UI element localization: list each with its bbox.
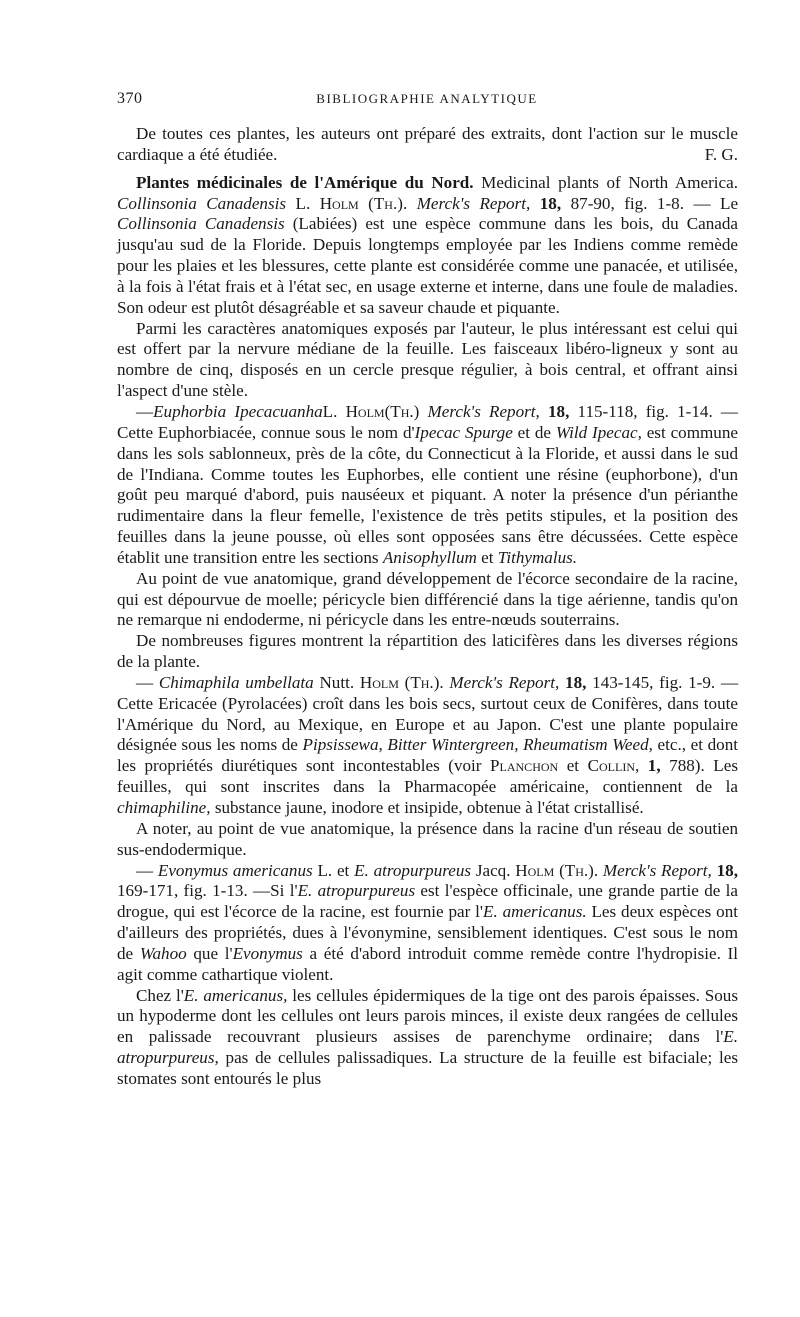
collin-volume: 1,: [647, 756, 661, 776]
evonymus-entry: — Evonymus americanus L. et E. atropurpureus Jacq. Holm (Th.). Merck's Report, 18, 169-171, fig. 1-13. —Si l'E. atropurpureus est l'espèce officinale, une grande partie de la drogue, qui est l'écorce de la racine, est fournie par l'E. americanus. Les deux espèces ont d'ailleurs des propriétés, dues à l'évonymine, sensiblement identiques. C'est sous le nom de Wahoo que l'Evonymus a été d'abord introduit comme remède contre l'hydropisie. Il agit comme cathartique violent.: [117, 860, 738, 984]
collinsonia-text-2: (Labiées) est une espèce commune dans les bois, du Canada jusqu'au sud de la Floride. Depuis longtemps employée par les Indiens comme remède pour les plaies et les blessures, cette plante est considérée comme une panacée, et utilisée, à la fois à l'état frais et à l'état sec, en usage externe et interne, dans une foule de maladies. Son odeur est plutôt désagréable et sa saveur chaude et piquante.: [117, 214, 738, 317]
collinsonia-journal: Merck's Report,: [416, 193, 531, 213]
euphorbia-section-1: Anisophyllum: [382, 547, 477, 567]
signature: F. G.: [704, 144, 738, 164]
evonymus-text-2: est l'espèce officinale, une grande partie de la drogue, qui est l'écorce de la racine, est fournie par l': [117, 881, 738, 922]
evonymus-text-1: Si l': [270, 881, 298, 901]
collin-page: 788).: [669, 756, 705, 776]
collin-author: Collin,: [587, 756, 640, 776]
collinsonia-author-initial: (Th.).: [368, 193, 408, 213]
collinsonia-volume: 18,: [539, 193, 562, 213]
euphorbia-journal: Merck's Report,: [427, 401, 540, 421]
english-title: Medicinal plants of North America.: [481, 172, 738, 192]
article-title: Plantes médicinales de l'Amérique du Nord.: [136, 172, 474, 192]
chimaphila-journal: Merck's Report,: [449, 672, 560, 692]
evonymus-authority-2: Jacq.: [475, 860, 511, 880]
euphorbia-author: Holm: [345, 401, 385, 421]
evonymus-name-3: Evonymus: [232, 943, 303, 963]
chimaphila-names: Pipsissewa, Bitter Wintergreen, Rheumatism Weed,: [302, 735, 653, 755]
evonymus-anat-1: Chez l': [136, 985, 184, 1005]
chimaphila-volume: 18,: [565, 672, 587, 692]
body-text: [117, 124, 738, 1090]
evonymus-name-2: E. americanus.: [483, 902, 587, 922]
evonymus-text-5: a été d'abord introduit comme remède contre l'hydropisie. Il agit comme cathartique violent.: [117, 943, 738, 984]
euphorbia-species: Euphorbia Ipecacuanha: [153, 401, 323, 421]
euphorbia-section-2: Tithymalus.: [497, 547, 578, 567]
evonymus-connector: et: [336, 860, 350, 880]
evonymus-anatomy: [117, 986, 738, 1090]
euphorbia-name-2: Wild Ipecac,: [555, 422, 642, 442]
chimaphiline: chimaphiline,: [117, 798, 211, 817]
evonymus-author: Holm: [515, 860, 555, 880]
evonymus-author-initial: (Th.).: [559, 860, 599, 880]
chimaphila-author-initial: (Th.).: [404, 672, 444, 692]
planchon-author: Planchon: [490, 756, 559, 776]
chimaphila-text-2: etc., et dont les propriétés diurétiques sont incontestables (voir: [117, 735, 739, 776]
collinsonia-species-again: Collinsonia Canadensis: [117, 214, 285, 234]
wahoo: Wahoo: [139, 943, 187, 963]
chimaphila-anatomy: A noter, au point de vue anatomique, la présence dans la racine d'un réseau de soutien sus-endodermique.: [117, 818, 738, 859]
closing-paragraph: [117, 124, 738, 166]
chimaphila-author: Holm: [359, 672, 399, 692]
evonymus-authority-1: L.: [317, 860, 333, 880]
chimaphila-text-3: Les feuilles, qui sont inscrites dans la Pharmacopée américaine, contiennent de la: [117, 756, 738, 797]
chimaphila-authority: Nutt.: [319, 672, 355, 692]
euphorbia-text-3: est commune dans les sols sablonneux, près de la côte, du Connecticut à la Floride, et aussi dans le sud de l'Indiana. Comme toutes les Euphorbes, elle contient une résine (euphorbone), d'un goût peu marqué d'abord, puis nauséeux et piquant. A noter la présence d'un périanthe rudimentaire dans la fleur femelle, l'existence de très petits stipules, et la position des feuilles dans la jeune pousse, où elles sont opposées sans être décussées. Cette espèce établit une transition entre les sections: [117, 422, 738, 567]
chimaphila-pages: 143-145, fig. 1-9.: [592, 672, 716, 692]
collinsonia-text-1: Le: [720, 193, 739, 213]
evonymus-anat-2: les cellules épidermiques de la tige ont des parois épaisses. Sous un hypoderme dont les cellules ont leurs parois minces, il existe deux rangées de cellules en palissade recouvrant plusieurs assises de parenchyme ordinaire; dans l': [117, 985, 738, 1047]
evonymus-name-1: E. atropurpureus: [297, 881, 416, 901]
euphorbia-authority: L.: [322, 401, 338, 421]
running-head: [117, 90, 737, 112]
evonymus-anat-3: pas de cellules palissadiques. La structure de la feuille est bifaciale; les stomates sont entourés le plus: [117, 1048, 738, 1088]
collinsonia-entry: Plantes médicinales de l'Amérique du Nord. Medicinal plants of North America. Collinsonia Canadensis L. Holm (Th.). Merck's Report, 18, 87-90, fig. 1-8. — Le Collinsonia Canadensis (Labiées) est une espèce commune dans les bois, du Canada jusqu'au sud de la Floride. Depuis longtemps employée par les Indiens comme remède pour les plaies et les blessures, cette plante est considérée comme une panacée, et utilisée, à la fois à l'état frais et à l'état sec, en usage externe et interne, dans une foule de maladies. Son odeur est plutôt désagréable et sa saveur chaude et piquante.: [117, 172, 739, 317]
euphorbia-text-1: Cette Euphorbiacée, connue sous le nom d': [117, 422, 415, 442]
evonymus-text-4: que l': [193, 943, 233, 963]
evonymus-name-4: E. americanus,: [183, 985, 288, 1005]
euphorbia-anatomy: Au point de vue anatomique, grand développement de l'écorce secondaire de la racine, qui est dépourvue de moelle; péricycle bien différencié dans la tige aérienne, tandis qu'on ne remarque ni endoderme, ni péricycle dans les entre-nœuds souterrains.: [117, 568, 738, 630]
collinsonia-anatomy: Parmi les caractères anatomiques exposés par l'auteur, le plus intéressant est celui qui est offert par la nervure médiane de la feuille. Les faisceaux libéro-ligneux y sont au nombre de cinq, disposés en un cercle presque régulier, à bois central, et offrant ainsi l'aspect d'une stèle.: [117, 318, 738, 401]
euphorbia-name-1: Ipecac Spurge: [414, 422, 513, 442]
evonymus-species-2: E. atropurpureus: [354, 860, 472, 880]
evonymus-name-5: E. atropurpureus,: [117, 1027, 738, 1068]
collinsonia-author: Holm: [319, 193, 359, 213]
euphorbia-author-initial: (Th.): [384, 401, 420, 421]
evonymus-species-1: Evonymus americanus: [157, 860, 313, 880]
running-title: BIBLIOGRAPHIE ANALYTIQUE: [316, 91, 538, 106]
evonymus-pages: 169-171, fig. 1-13.: [117, 881, 248, 901]
euphorbia-entry: —Euphorbia IpecacuanhaL. Holm(Th.) Merck's Report, 18, 115-118, fig. 1-14. — Cette Euphorbiacée, connue sous le nom d'Ipecac Spurge et de Wild Ipecac, est commune dans les sols sablonneux, près de la côte, du Connecticut à la Floride, et aussi dans le sud de l'Indiana. Comme toutes les Euphorbes, elle contient une résine (euphorbone), d'un goût peu marqué d'abord, puis nauséeux et piquant. A noter la présence d'un périanthe rudimentaire dans la fleur femelle, l'existence de très petits stipules, et la position des feuilles dans la jeune pousse, où elles sont opposées sans être décussées. Cette espèce établit une transition entre les sections Anisophyllum et Tithymalus.: [117, 401, 738, 567]
euphorbia-text-2: et de: [517, 422, 551, 442]
closing-text: De toutes ces plantes, les auteurs ont préparé des extraits, dont l'action sur le muscle cardiaque a été étudiée.: [117, 124, 738, 164]
chimaphila-text-1: Cette Ericacée (Pyrolacées) croît dans les bois secs, surtout ceux de Conifères, dans toute l'Amérique du Nord, au Mexique, en Europe et au Japon. C'est une plante populaire désignée sous les noms de: [117, 693, 738, 755]
page-number: 370: [117, 90, 143, 107]
chimaphila-text-4: substance jaune, inodore et insipide, obtenue à l'état cristallisé.: [214, 798, 644, 817]
evonymus-text-3: Les deux espèces ont d'ailleurs des propriétés, dues à l'évonymine, sensiblement identiques. C'est sous le nom de: [117, 902, 738, 963]
collinsonia-species: Collinsonia Canadensis: [117, 193, 287, 213]
collinsonia-pages: 87-90, fig. 1-8.: [570, 193, 684, 213]
euphorbia-volume: 18,: [548, 401, 570, 421]
chimaphila-species: Chimaphila umbellata: [158, 672, 314, 692]
euphorbia-pages: 115-118, fig. 1-14.: [577, 401, 713, 421]
euphorbia-text-4: et: [481, 547, 494, 567]
and-word: et: [566, 756, 580, 776]
evonymus-journal: Merck's Report,: [602, 860, 712, 880]
collinsonia-authority: L.: [295, 193, 311, 213]
chimaphila-entry: — Chimaphila umbellata Nutt. Holm (Th.). Merck's Report, 18, 143-145, fig. 1-9. — Cette Ericacée (Pyrolacées) croît dans les bois secs, surtout ceux de Conifères, dans toute l'Amérique du Nord, au Mexique, en Europe et au Japon. C'est une plante populaire désignée sous les noms de Pipsissewa, Bitter Wintergreen, Rheumatism Weed, etc., et dont les propriétés diurétiques sont incontestables (voir Planchon et Collin, 1, 788). Les feuilles, qui sont inscrites dans la Pharmacopée américaine, contiennent de la chimaphiline, substance jaune, inodore et insipide, obtenue à l'état cristallisé.: [117, 672, 739, 817]
euphorbia-laticifers: De nombreuses figures montrent la répartition des laticifères dans les diverses régions de la plante.: [117, 631, 738, 672]
evonymus-volume: 18,: [716, 860, 738, 880]
